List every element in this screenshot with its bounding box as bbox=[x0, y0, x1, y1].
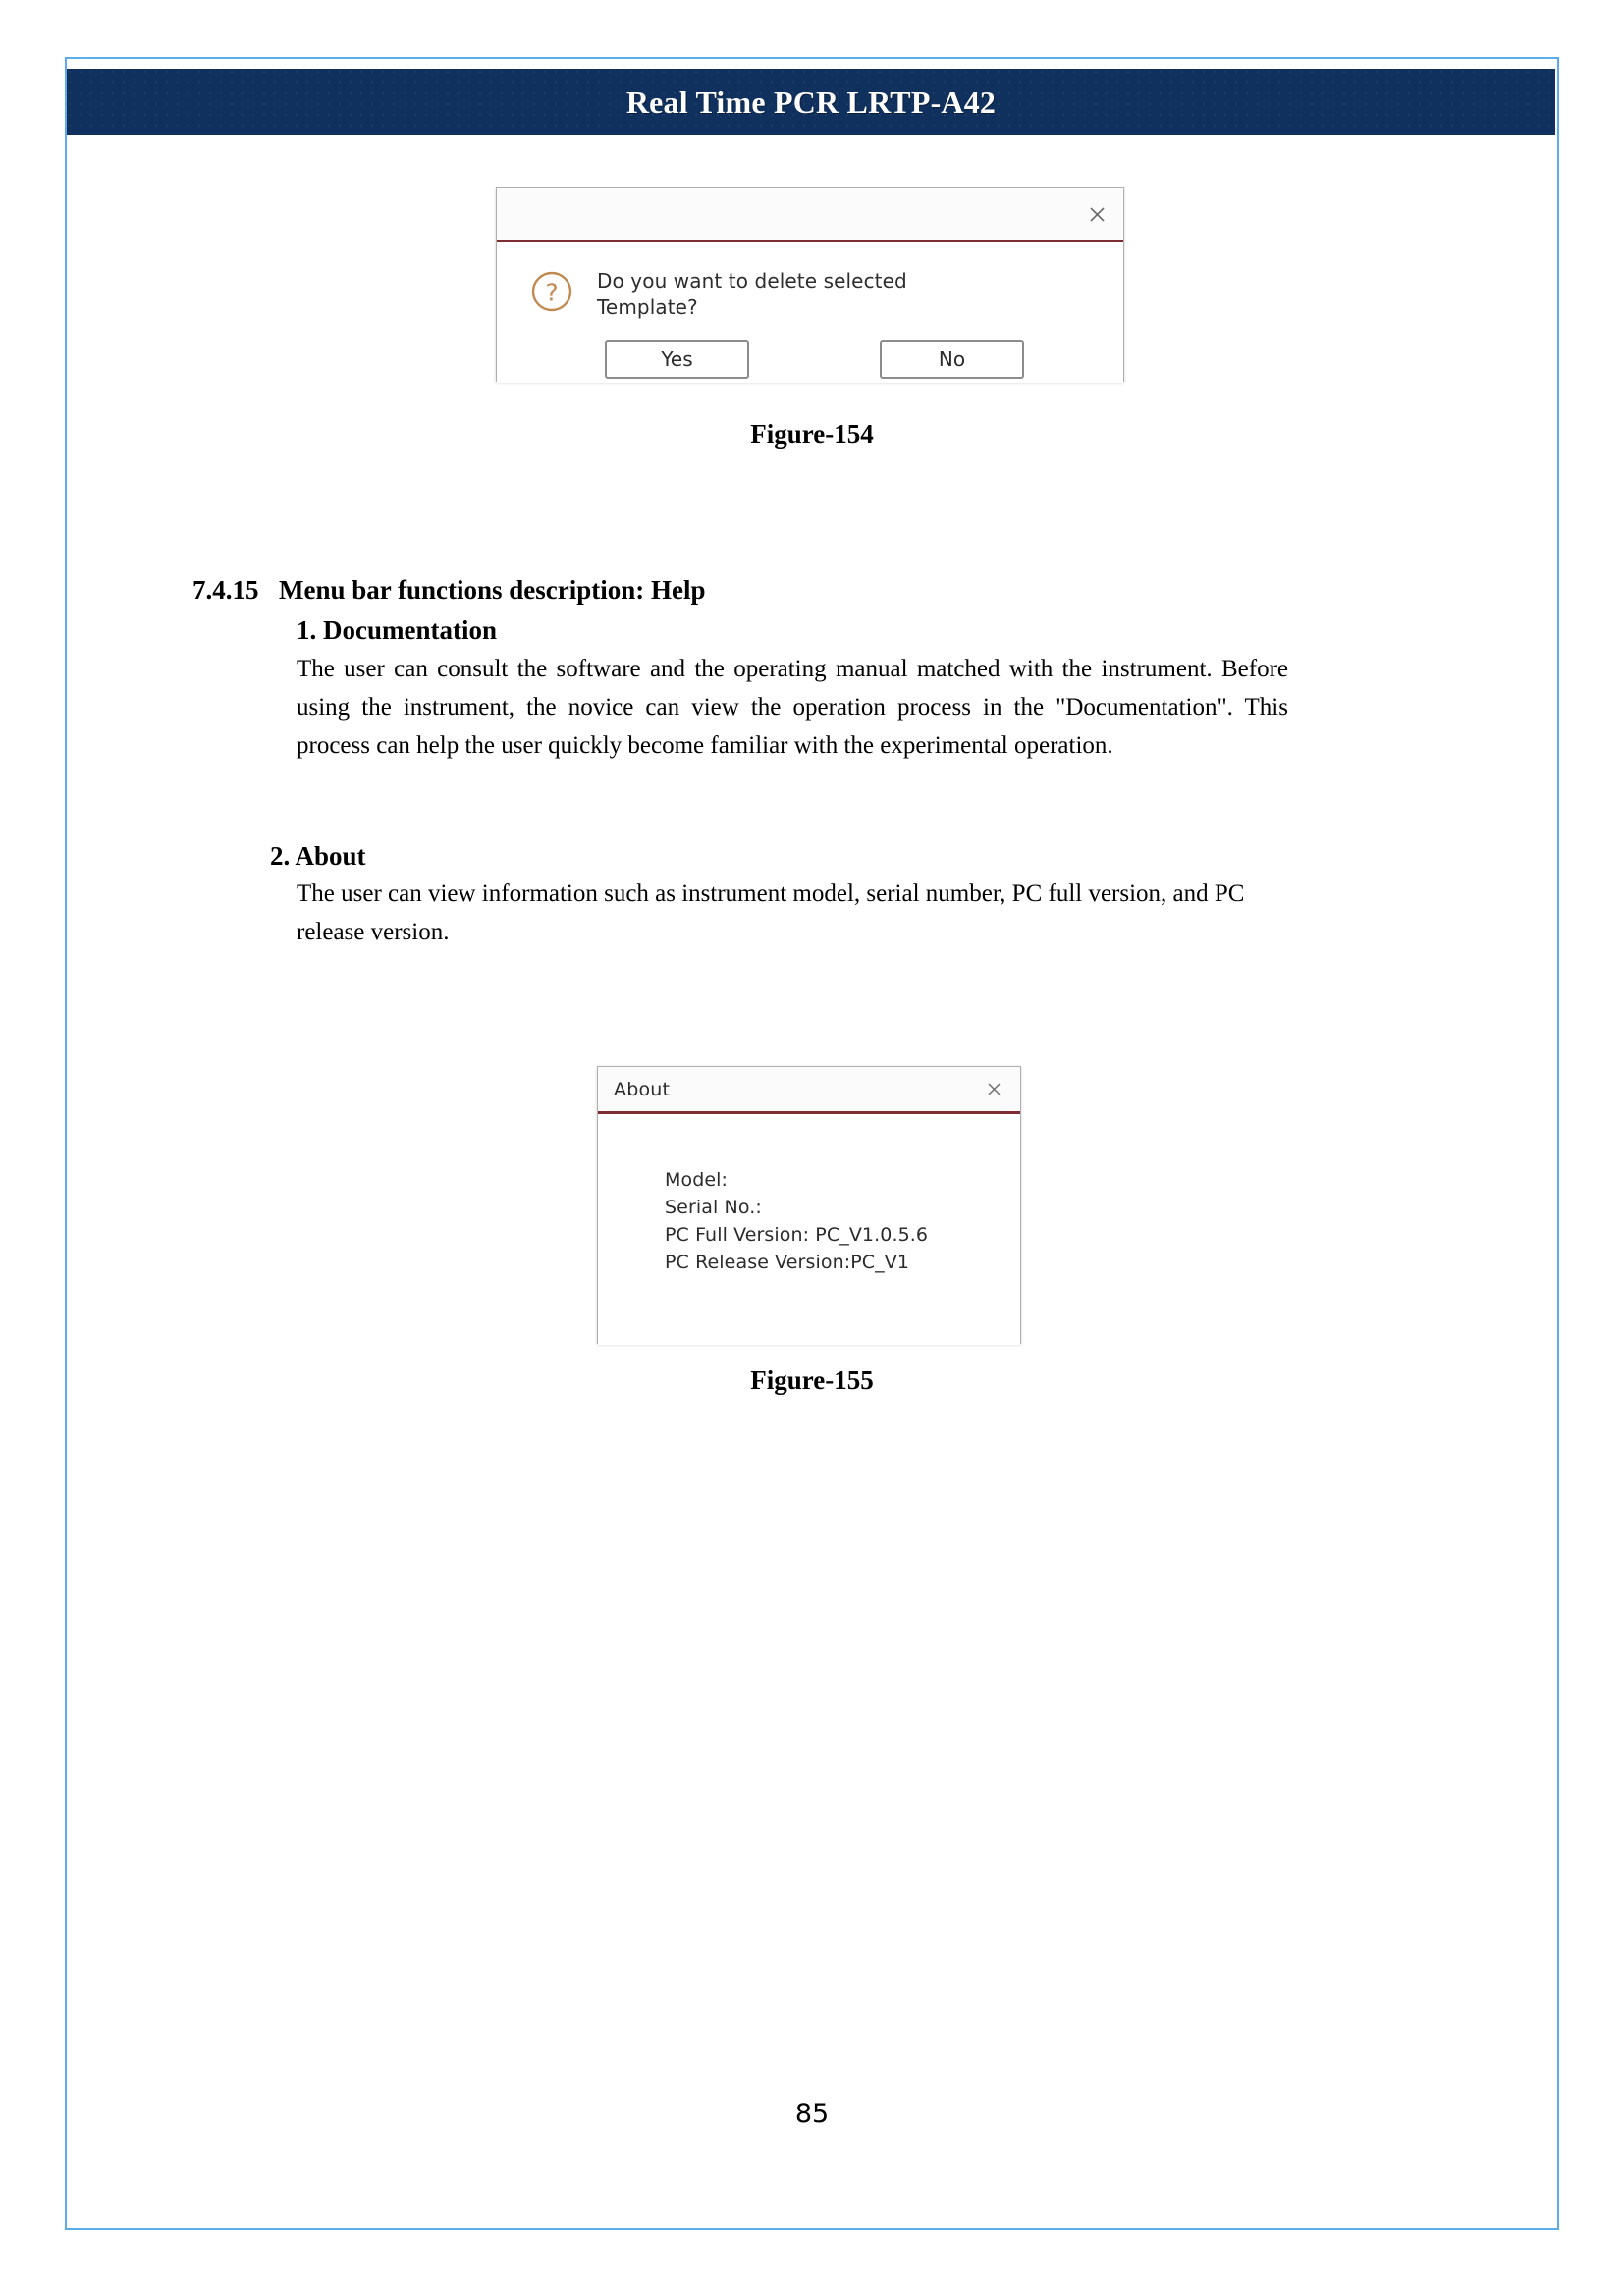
delete-dialog-message: Do you want to delete selected Template? bbox=[597, 269, 907, 319]
question-mark-icon bbox=[530, 270, 573, 313]
about-serial-line: Serial No.: bbox=[665, 1197, 762, 1219]
delete-dialog-body bbox=[497, 242, 1123, 383]
svg-text:?: ? bbox=[545, 278, 559, 307]
page-title: Real Time PCR LRTP-A42 bbox=[625, 83, 997, 120]
about-dialog-titlebar bbox=[598, 1067, 1020, 1111]
no-button[interactable]: No bbox=[880, 340, 1024, 379]
about-info-block bbox=[665, 1166, 928, 1276]
about-pc-full-version-line: PC Full Version: PC_V1.0.5.6 bbox=[665, 1224, 929, 1247]
section-number: 7.4.15 bbox=[192, 575, 259, 605]
figure-caption-155: Figure-155 bbox=[750, 1365, 874, 1395]
page-number: 85 bbox=[794, 2099, 830, 2129]
documentation-paragraph: The user can consult the software and the operating manual matched with the instrument. Before using the instrument, the novice can view the operation process in the "Documentation". This process can help the user quickly become familiar with the experimental operation. bbox=[297, 656, 1288, 759]
delete-template-dialog bbox=[496, 187, 1124, 382]
section-title: Menu bar functions description: Help bbox=[279, 575, 706, 605]
page-content bbox=[65, 135, 1559, 2226]
section-heading-7-4-15 bbox=[192, 575, 706, 606]
subsection-heading-about: 2. About bbox=[270, 841, 366, 871]
about-pc-release-version-line: PC Release Version:PC_V1 bbox=[665, 1252, 910, 1274]
about-dialog bbox=[597, 1066, 1021, 1344]
close-icon[interactable] bbox=[981, 1077, 1006, 1102]
page-header-banner bbox=[67, 69, 1555, 135]
about-model-line: Model: bbox=[665, 1169, 729, 1191]
figure-caption-154: Figure-154 bbox=[750, 419, 874, 449]
close-icon[interactable] bbox=[1084, 201, 1110, 227]
yes-button[interactable]: Yes bbox=[605, 340, 749, 379]
delete-dialog-message-row bbox=[530, 268, 921, 321]
about-dialog-body bbox=[598, 1114, 1020, 1345]
about-dialog-title: About bbox=[614, 1078, 671, 1100]
subsection-heading-documentation: 1. Documentation bbox=[297, 615, 497, 645]
about-paragraph: The user can view information such as instrument model, serial number, PC full version, and PC release version. bbox=[297, 881, 1245, 945]
delete-dialog-titlebar bbox=[497, 188, 1123, 240]
